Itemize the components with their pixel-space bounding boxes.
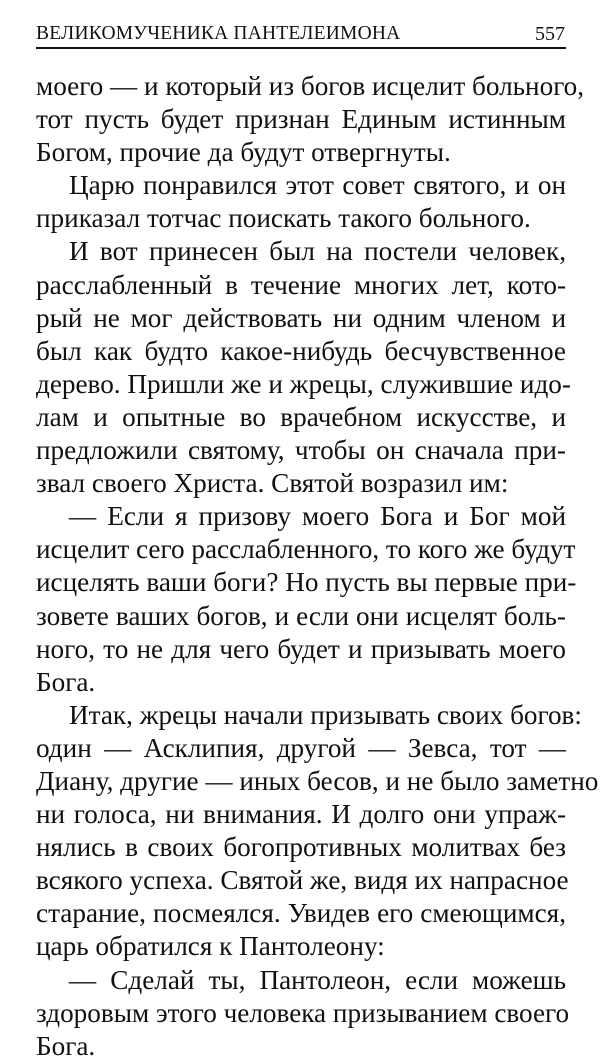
running-title: ВЕЛИКОМУЧЕНИКА ПАНТЕЛЕИМОНА bbox=[36, 23, 401, 44]
text-line: зовете ваших богов, и если они исцелят боль- bbox=[36, 600, 566, 631]
running-header bbox=[36, 20, 566, 49]
text-line: звал своего Христа. Святой возразил им: bbox=[36, 468, 509, 499]
body-text bbox=[36, 70, 599, 1063]
paragraph bbox=[36, 964, 570, 1063]
text-line: был как будто какое-нибудь бесчувственное bbox=[36, 335, 566, 366]
text-line: царь обратился к Пантолеону: bbox=[36, 931, 385, 962]
text-line: расслабленный в течение многих лет, кото- bbox=[36, 269, 566, 300]
text-line: всякого успеха. Святой же, видя их напрасное bbox=[36, 865, 569, 896]
paragraph bbox=[36, 70, 585, 169]
text-line: Итак, жрецы начали призывать своих богов: bbox=[69, 699, 582, 730]
text-line: Бога. bbox=[36, 1030, 96, 1061]
text-line: лам и опытные во врачебном искусстве, и bbox=[36, 401, 566, 432]
text-line: ного, то не для чего будет и призывать моего bbox=[36, 633, 566, 664]
text-line: здоровым этого человека призыванием своего bbox=[36, 997, 570, 1028]
book-page bbox=[36, 20, 599, 1063]
text-line: тот пусть будет признан Единым истинным bbox=[36, 104, 566, 135]
text-line: ни голоса, ни внимания. И долго они упраж- bbox=[36, 799, 566, 830]
paragraph bbox=[36, 699, 599, 964]
text-line: приказал тотчас поискать такого больного. bbox=[36, 203, 531, 234]
text-line: рый не мог действовать ни одним членом и bbox=[36, 302, 566, 333]
text-line: нялись в своих богопротивных молитвах без bbox=[36, 832, 566, 863]
text-line: дерево. Пришли же и жрецы, служившие идо- bbox=[36, 368, 571, 399]
text-line: исцелять ваши боги? Но пусть вы первые при- bbox=[36, 567, 577, 598]
text-line: Царю понравился этот совет святого, и он bbox=[69, 170, 566, 201]
text-line: Бога. bbox=[36, 666, 96, 697]
paragraph bbox=[36, 500, 577, 699]
paragraph bbox=[36, 169, 566, 235]
paragraph bbox=[36, 235, 571, 500]
text-line: старание, посмеялся. Увидев его смеющимся, bbox=[36, 898, 566, 929]
text-line: — Сделай ты, Пантолеон, если можешь bbox=[69, 964, 566, 995]
page-number: 557 bbox=[535, 23, 565, 45]
text-line: — Если я призову моего Бога и Бог мой bbox=[69, 501, 566, 532]
text-line: один — Асклипия, другой — Зевса, тот — bbox=[36, 732, 566, 763]
text-line: моего — и который из богов исцелит больного, bbox=[36, 71, 585, 101]
text-line: Богом, прочие да будут отвергнуты. bbox=[36, 137, 451, 168]
text-line: И вот принесен был на постели человек, bbox=[69, 236, 566, 267]
text-line: предложили святому, чтобы он сначала при- bbox=[36, 435, 566, 466]
text-line: Диану, другие — иных бесов, и не было заметно bbox=[36, 765, 599, 796]
text-line: исцелит сего расслабленного, то кого же будут bbox=[36, 534, 576, 565]
